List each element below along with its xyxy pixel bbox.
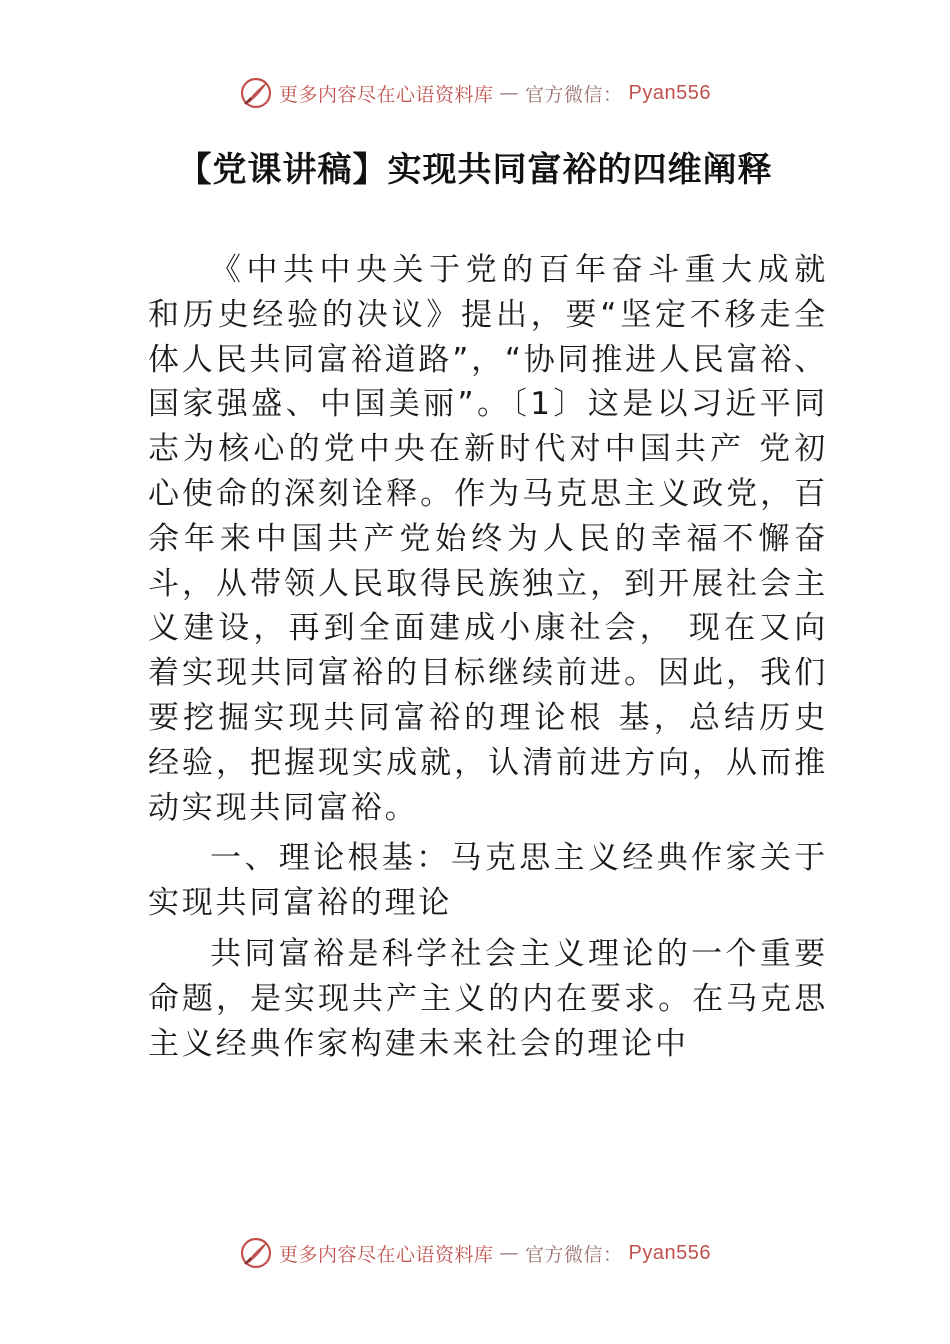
watermark-header bbox=[0, 76, 950, 110]
watermark-site-text: 更多内容尽在心语资料库 bbox=[279, 83, 494, 106]
quill-logo-icon bbox=[239, 76, 273, 110]
watermark-dash: — bbox=[499, 82, 520, 104]
watermark-official-label: 官方微信： bbox=[525, 1243, 623, 1266]
watermark-wechat-id: Pyan556 bbox=[628, 81, 711, 104]
watermark-dash: — bbox=[499, 1242, 520, 1264]
document-body bbox=[148, 248, 828, 1066]
watermark-footer bbox=[0, 1236, 950, 1270]
document-title: 【党课讲稿】实现共同富裕的四维阐释 bbox=[177, 150, 773, 190]
watermark-wechat-id: Pyan556 bbox=[628, 1241, 711, 1264]
watermark-official-label: 官方微信： bbox=[525, 83, 623, 106]
quill-logo-icon bbox=[239, 1236, 273, 1270]
paragraph-section-1: 共同富裕是科学社会主义理论的一个重要命题，是实现共产主义的内在要求。在马克思主义经典作家构建未来社会的理论中 bbox=[148, 935, 828, 1062]
watermark-site-text: 更多内容尽在心语资料库 bbox=[279, 1243, 494, 1266]
paragraph-intro: 《中共中央关于党的百年奋斗重大成就 和历史经验的决议》提出，要“坚定不移走全体人民共同富裕道路”，“协同推进人民富裕、国家强盛、中国美丽”。〔1〕这是以习近平同志为核心的党中央在新时代对中国共产 党初心使命的深刻诠释。作为马克思主义政党，百余年来中国共产党始终为人民的幸福不懈奋斗，从带领人民取得民族独立，到开展社会主义建设，再到全面建成小康社会， 现在又向着实现共同富裕的目标继续前进。因此，我们要挖掘实现共同富裕的理论根 基，总结历史经验，把握现实成就，认清前进方向，从而推动实现共同富裕。 bbox=[148, 252, 828, 826]
section-heading: 一、理论根基：马克思主义经典作家关于实现共同富裕的理论 bbox=[148, 840, 828, 922]
